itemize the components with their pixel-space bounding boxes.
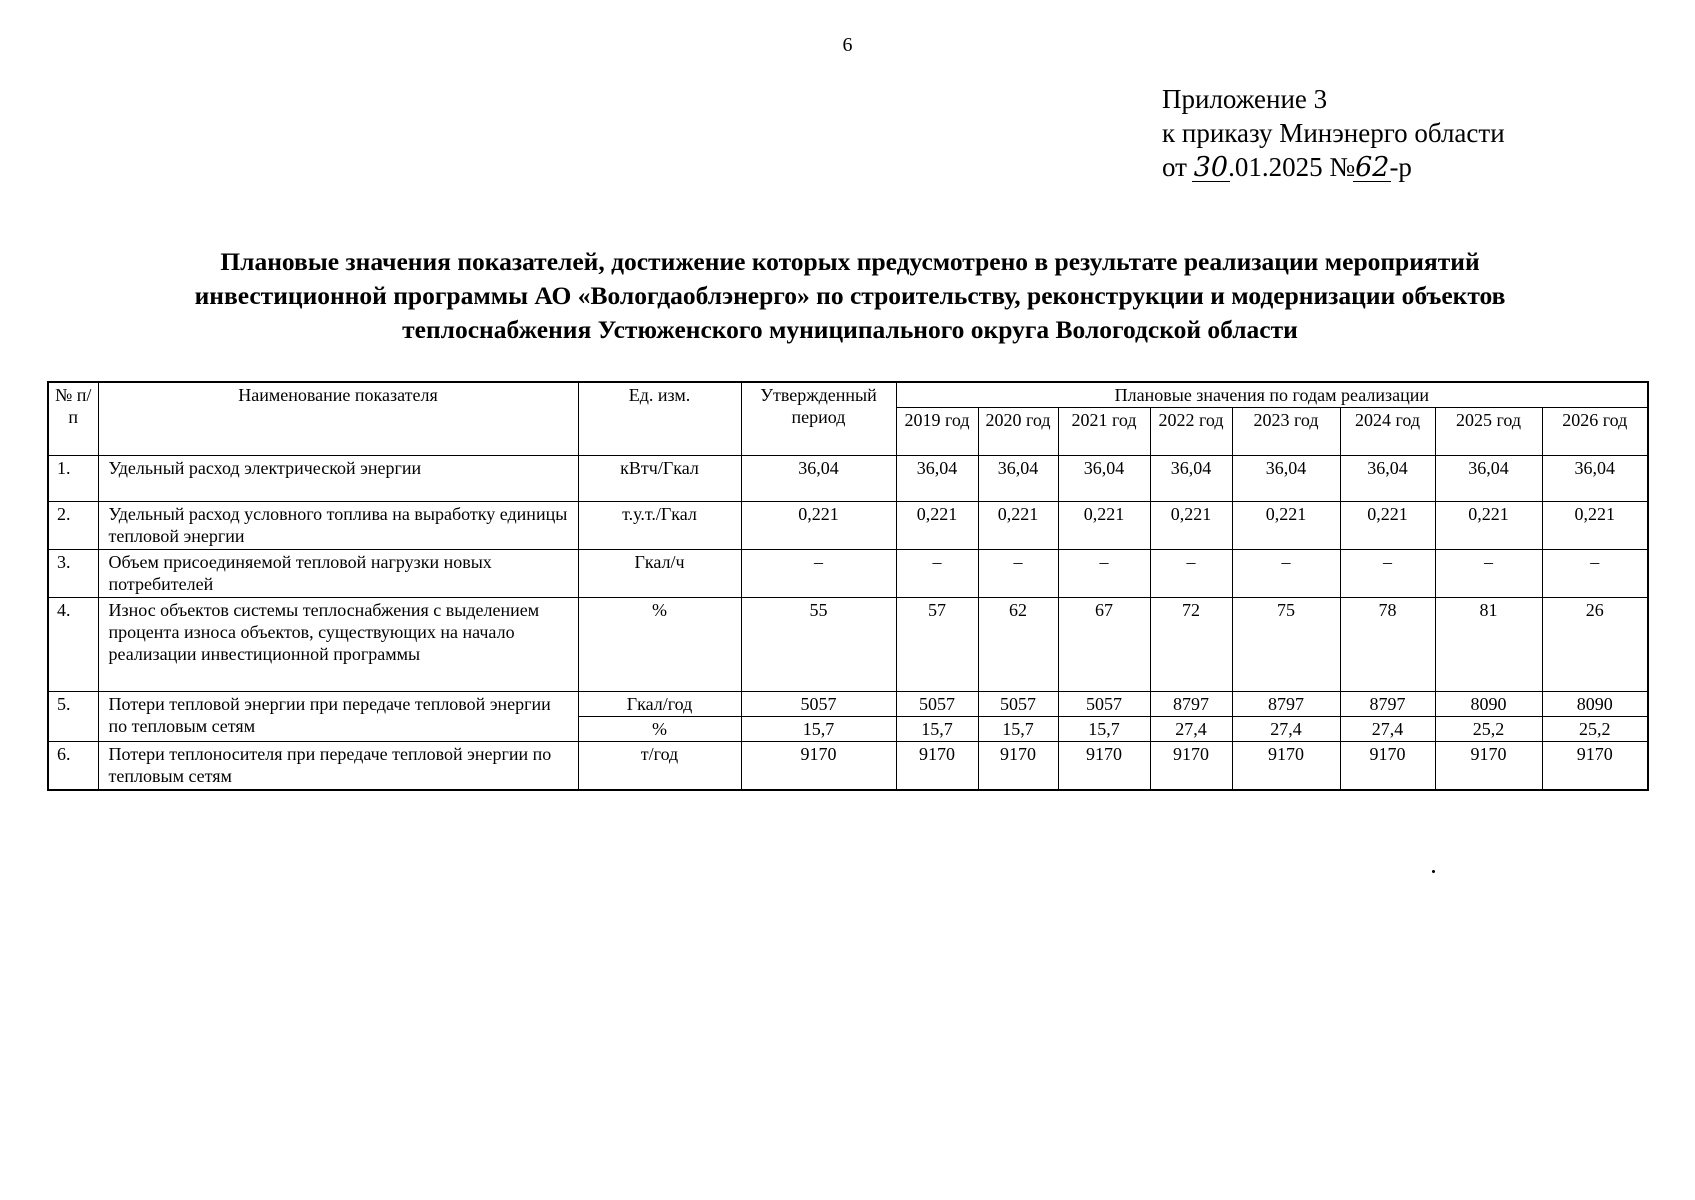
value-cell: 62: [978, 598, 1058, 692]
approved-cell: 15,7: [741, 717, 896, 742]
indicator-name: Удельный расход условного топлива на выработку единицы тепловой энергии: [98, 502, 578, 550]
indicator-name: Износ объектов системы теплоснабжения с выделением процента износа объектов, существующих на начало реализации инвестиционной программы: [98, 598, 578, 692]
value-cell: –: [978, 550, 1058, 598]
value-cell: –: [1232, 550, 1340, 598]
value-cell: 27,4: [1340, 717, 1435, 742]
value-cell: 75: [1232, 598, 1340, 692]
indicator-name: Объем присоединяемой тепловой нагрузки новых потребителей: [98, 550, 578, 598]
value-cell: 0,221: [896, 502, 978, 550]
header-num: № п/п: [48, 382, 98, 456]
header-unit: Ед. изм.: [578, 382, 741, 456]
unit-cell: %: [578, 598, 741, 692]
row-number: 2.: [48, 502, 98, 550]
header-year: 2019 год: [896, 408, 978, 456]
indicators-table: [47, 381, 1649, 791]
unit-cell: т.у.т./Гкал: [578, 502, 741, 550]
header-plan-values: Плановые значения по годам реализации: [896, 382, 1648, 408]
value-cell: –: [1340, 550, 1435, 598]
value-cell: 8797: [1232, 692, 1340, 717]
page-number: 6: [842, 34, 853, 56]
table-row: [48, 456, 1648, 502]
value-cell: 9170: [1542, 742, 1648, 790]
approved-cell: 0,221: [741, 502, 896, 550]
value-cell: 15,7: [978, 717, 1058, 742]
unit-cell: кВтч/Гкал: [578, 456, 741, 502]
value-cell: 5057: [978, 692, 1058, 717]
value-cell: 81: [1435, 598, 1542, 692]
value-cell: 36,04: [1542, 456, 1648, 502]
value-cell: 0,221: [1150, 502, 1232, 550]
value-cell: 25,2: [1542, 717, 1648, 742]
value-cell: 15,7: [896, 717, 978, 742]
value-cell: 26: [1542, 598, 1648, 692]
value-cell: 9170: [896, 742, 978, 790]
header-year: 2022 год: [1150, 408, 1232, 456]
row-number: 3.: [48, 550, 98, 598]
unit-cell: т/год: [578, 742, 741, 790]
value-cell: –: [1435, 550, 1542, 598]
value-cell: 36,04: [1340, 456, 1435, 502]
title-line-2: инвестиционной программы АО «Вологдаоблэнерго» по строительству, реконструкции и модернизации объектов: [194, 281, 1506, 310]
value-cell: 0,221: [1058, 502, 1150, 550]
value-cell: 5057: [1058, 692, 1150, 717]
value-cell: 9170: [1150, 742, 1232, 790]
table-row: [48, 598, 1648, 692]
value-cell: 36,04: [896, 456, 978, 502]
header-year: 2020 год: [978, 408, 1058, 456]
indicator-name: Удельный расход электрической энергии: [98, 456, 578, 502]
value-cell: 0,221: [1232, 502, 1340, 550]
value-cell: 36,04: [1058, 456, 1150, 502]
value-cell: 0,221: [978, 502, 1058, 550]
unit-cell: %: [578, 717, 741, 742]
title-line-3: теплоснабжения Устюженского муниципального округа Вологодской области: [402, 315, 1298, 344]
approved-cell: 9170: [741, 742, 896, 790]
value-cell: 57: [896, 598, 978, 692]
header-year: 2025 год: [1435, 408, 1542, 456]
table-row: [48, 692, 1648, 717]
table-row: [48, 742, 1648, 790]
unit-cell: Гкал/год: [578, 692, 741, 717]
appendix-block: [1162, 82, 1505, 185]
handwritten-order-number: 62: [1355, 152, 1390, 183]
value-cell: 27,4: [1232, 717, 1340, 742]
header-year: 2026 год: [1542, 408, 1648, 456]
header-approved-period: Утвержденный период: [741, 382, 896, 456]
title-line-1: Плановые значения показателей, достижение которых предусмотрено в результате реализации мероприятий: [220, 247, 1480, 276]
value-cell: –: [1058, 550, 1150, 598]
value-cell: –: [896, 550, 978, 598]
approved-cell: –: [741, 550, 896, 598]
value-cell: 67: [1058, 598, 1150, 692]
value-cell: 9170: [1232, 742, 1340, 790]
value-cell: 9170: [1058, 742, 1150, 790]
value-cell: 5057: [896, 692, 978, 717]
indicator-name: Потери тепловой энергии при передаче тепловой энергии по тепловым сетям: [98, 692, 578, 742]
row-number: 6.: [48, 742, 98, 790]
appendix-title: Приложение 3: [1162, 84, 1328, 114]
value-cell: 72: [1150, 598, 1232, 692]
row-number: 4.: [48, 598, 98, 692]
handwritten-date-day: 30: [1193, 152, 1229, 183]
unit-cell: Гкал/ч: [578, 550, 741, 598]
value-cell: –: [1542, 550, 1648, 598]
approved-cell: 36,04: [741, 456, 896, 502]
value-cell: 36,04: [1435, 456, 1542, 502]
value-cell: 8090: [1435, 692, 1542, 717]
value-cell: 25,2: [1435, 717, 1542, 742]
value-cell: –: [1150, 550, 1232, 598]
row-number: 1.: [48, 456, 98, 502]
appendix-date-line: от 30 .01.2025 №62 -р: [1162, 152, 1412, 183]
header-year: 2023 год: [1232, 408, 1340, 456]
value-cell: 8797: [1150, 692, 1232, 717]
value-cell: 15,7: [1058, 717, 1150, 742]
row-number: 5.: [48, 692, 98, 742]
table-row: [48, 502, 1648, 550]
value-cell: 9170: [1435, 742, 1542, 790]
header-name: Наименование показателя: [98, 382, 578, 456]
scan-speck: [1432, 870, 1435, 873]
approved-cell: 5057: [741, 692, 896, 717]
appendix-order-reference: к приказу Минэнерго области: [1162, 118, 1505, 148]
value-cell: 9170: [978, 742, 1058, 790]
indicator-name: Потери теплоносителя при передаче тепловой энергии по тепловым сетям: [98, 742, 578, 790]
value-cell: 0,221: [1340, 502, 1435, 550]
value-cell: 0,221: [1435, 502, 1542, 550]
document-title: [60, 245, 1640, 347]
value-cell: 9170: [1340, 742, 1435, 790]
value-cell: 36,04: [978, 456, 1058, 502]
value-cell: 8090: [1542, 692, 1648, 717]
value-cell: 8797: [1340, 692, 1435, 717]
value-cell: 78: [1340, 598, 1435, 692]
value-cell: 36,04: [1150, 456, 1232, 502]
value-cell: 27,4: [1150, 717, 1232, 742]
value-cell: 0,221: [1542, 502, 1648, 550]
table-row: [48, 550, 1648, 598]
header-year: 2021 год: [1058, 408, 1150, 456]
header-year: 2024 год: [1340, 408, 1435, 456]
value-cell: 36,04: [1232, 456, 1340, 502]
approved-cell: 55: [741, 598, 896, 692]
